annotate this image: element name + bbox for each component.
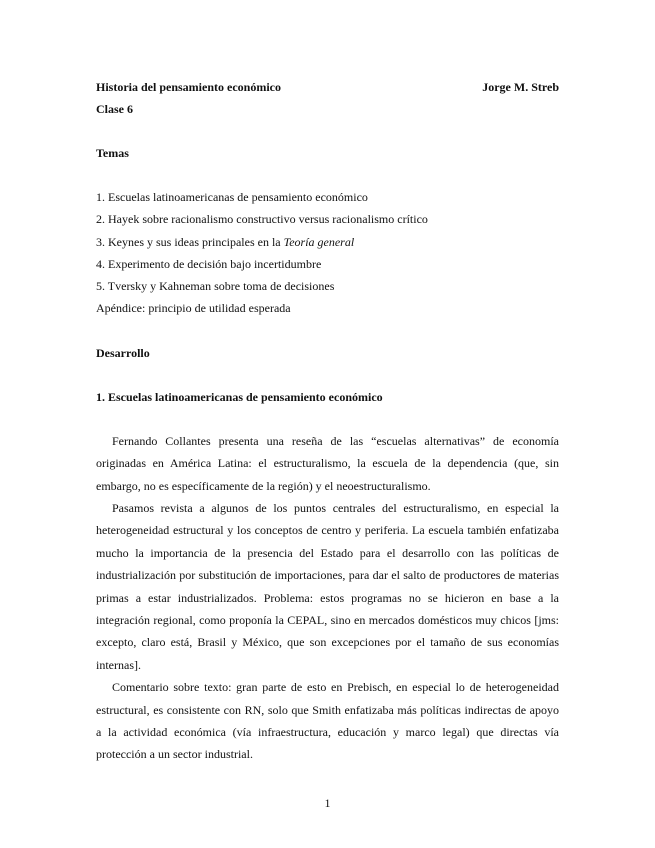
topics-list [96, 186, 559, 320]
topic-item: 2. Hayek sobre racionalismo constructivo versus racionalismo crítico [96, 212, 428, 227]
class-label: Clase 6 [96, 102, 133, 116]
paragraph: Fernando Collantes presenta una reseña de las “escuelas alternativas” de economía originadas en América Latina: el estructuralismo, la escuela de la dependencia (que, sin embargo, no es específicamente de la región) y el neoestructuralismo. [96, 433, 559, 493]
document-page [96, 76, 559, 766]
page-number: 1 [324, 796, 331, 810]
author-name: Jorge M. Streb [482, 80, 559, 94]
paragraph: Pasamos revista a algunos de los puntos centrales del estructuralismo, en especial la heterogeneidad estructural y los conceptos de centro y periferia. La escuela también enfatizaba mucho la importancia de la presencia del Estado para el desarrollo con las políticas de industrialización por substitución de importaciones, para dar el salto de productores de materias primas a estar industrializados. Problema: estos programas no se hicieron en base a la integración regional, como proponía la CEPAL, sino en mercados domésticos muy chicos [jms: excepto, claro está, Brasil y México, que son excepciones por el tamaño de sus economías internas]. [96, 501, 559, 672]
topic-item: Apéndice: principio de utilidad esperada [96, 301, 291, 316]
document-header [96, 76, 559, 98]
development-heading: Desarrollo [96, 345, 150, 360]
book-title: Teoría general [283, 234, 355, 249]
topic-item: 4. Experimento de decisión bajo incertidumbre [96, 256, 322, 271]
topic-item: 5. Tversky y Kahneman sobre toma de decisiones [96, 279, 335, 294]
section-title: 1. Escuelas latinoamericanas de pensamiento económico [96, 389, 383, 404]
topic-item: 3. Keynes y sus ideas principales en la Teoría general [96, 234, 355, 249]
paragraph: Comentario sobre texto: gran parte de esto en Prebisch, en especial lo de heterogeneidad estructural, es consistente con RN, solo que Smith enfatizaba más políticas indirectas de apoyo a la actividad económica (vía infraestructura, educación y marco legal) que directas vía protección a un sector industrial. [96, 680, 559, 762]
topic-item: 1. Escuelas latinoamericanas de pensamiento económico [96, 190, 368, 204]
course-title: Historia del pensamiento económico [96, 80, 281, 94]
topics-heading: Temas [96, 146, 129, 160]
